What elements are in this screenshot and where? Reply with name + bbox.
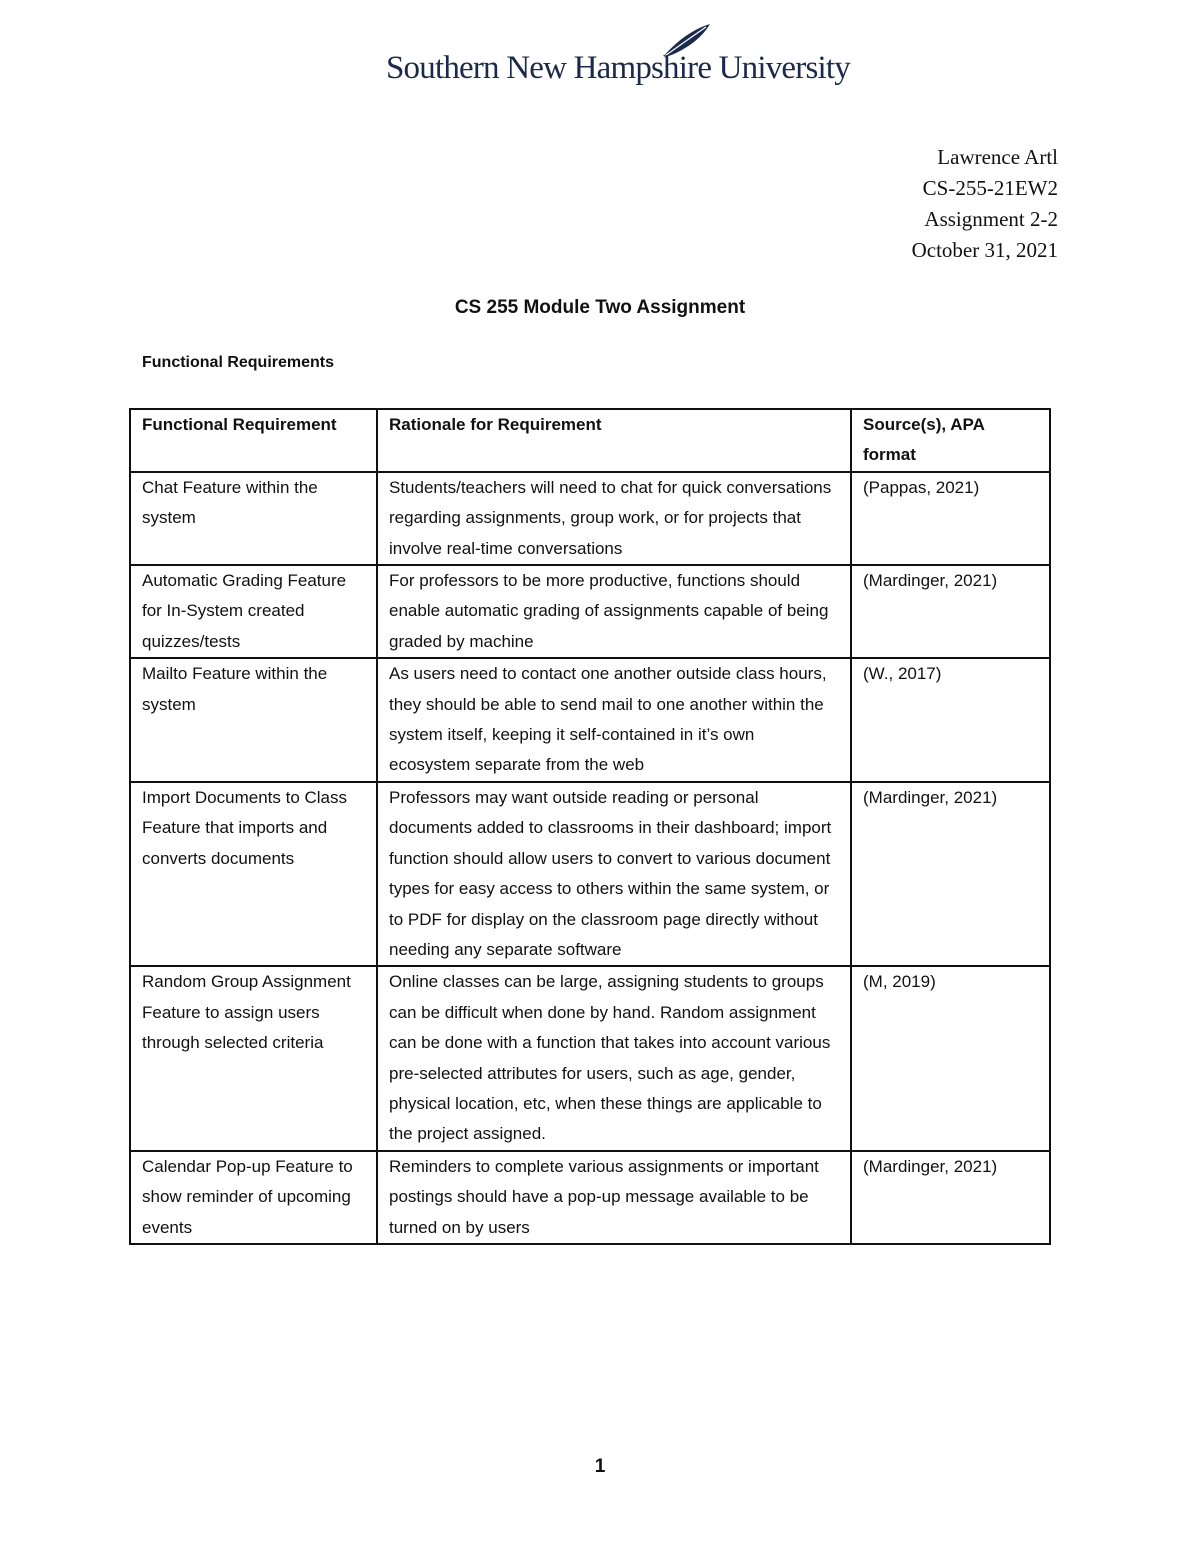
source-cell: (Mardinger, 2021) [851, 565, 1050, 658]
source-cell: (Mardinger, 2021) [851, 782, 1050, 966]
table-row [130, 1151, 1050, 1244]
requirement-cell: Mailto Feature within the system [130, 658, 377, 782]
rationale-cell: Professors may want outside reading or personal documents added to classrooms in their dashboard; import function should allow users to convert to various document types for easy access to others within the same system, or to PDF for display on the classroom page directly without needing any separate software [377, 782, 851, 966]
assignment-label: Assignment 2-2 [924, 207, 1058, 231]
table-row [130, 658, 1050, 782]
table-row [130, 565, 1050, 658]
requirement-cell: Calendar Pop-up Feature to show reminder of upcoming events [130, 1151, 377, 1244]
table-row [130, 782, 1050, 966]
assignment-date: October 31, 2021 [911, 238, 1058, 262]
requirement-cell: Automatic Grading Feature for In-System created quizzes/tests [130, 565, 377, 658]
requirement-cell: Random Group Assignment Feature to assign users through selected criteria [130, 966, 377, 1150]
header-rationale: Rationale for Requirement [377, 409, 851, 472]
source-cell: (Mardinger, 2021) [851, 1151, 1050, 1244]
university-logo [386, 22, 850, 92]
requirement-cell: Chat Feature within the system [130, 472, 377, 565]
table-header-row [130, 409, 1050, 472]
requirements-table [129, 408, 1051, 1245]
header-functional-requirement: Functional Requirement [130, 409, 377, 472]
rationale-cell: For professors to be more productive, functions should enable automatic grading of assignments capable of being graded by machine [377, 565, 851, 658]
rationale-cell: Reminders to complete various assignments or important postings should have a pop-up message available to be turned on by users [377, 1151, 851, 1244]
source-cell: (M, 2019) [851, 966, 1050, 1150]
table-row [130, 472, 1050, 565]
course-code: CS-255-21EW2 [922, 176, 1058, 200]
source-cell: (W., 2017) [851, 658, 1050, 782]
rationale-cell: As users need to contact one another outside class hours, they should be able to send mail to one another within the system itself, keeping it self-contained in it’s own ecosystem separate from the web [377, 658, 851, 782]
university-name: Southern New Hampshire University [386, 50, 850, 86]
section-heading: Functional Requirements [142, 354, 335, 371]
header-sources: Source(s), APA format [851, 409, 1050, 472]
document-title: CS 255 Module Two Assignment [454, 297, 746, 318]
requirement-cell: Import Documents to Class Feature that imports and converts documents [130, 782, 377, 966]
rationale-cell: Students/teachers will need to chat for quick conversations regarding assignments, group work, or for projects that involve real-time conversations [377, 472, 851, 565]
author-name: Lawrence Artl [937, 145, 1058, 169]
rationale-cell: Online classes can be large, assigning students to groups can be difficult when done by hand. Random assignment can be done with a function that takes into account various pre-selected attributes for users, such as age, gender, physical location, etc, when these things are applicable to the project assigned. [377, 966, 851, 1150]
page-number: 1 [594, 1456, 606, 1477]
table-row [130, 966, 1050, 1150]
author-block [912, 142, 1058, 266]
source-cell: (Pappas, 2021) [851, 472, 1050, 565]
